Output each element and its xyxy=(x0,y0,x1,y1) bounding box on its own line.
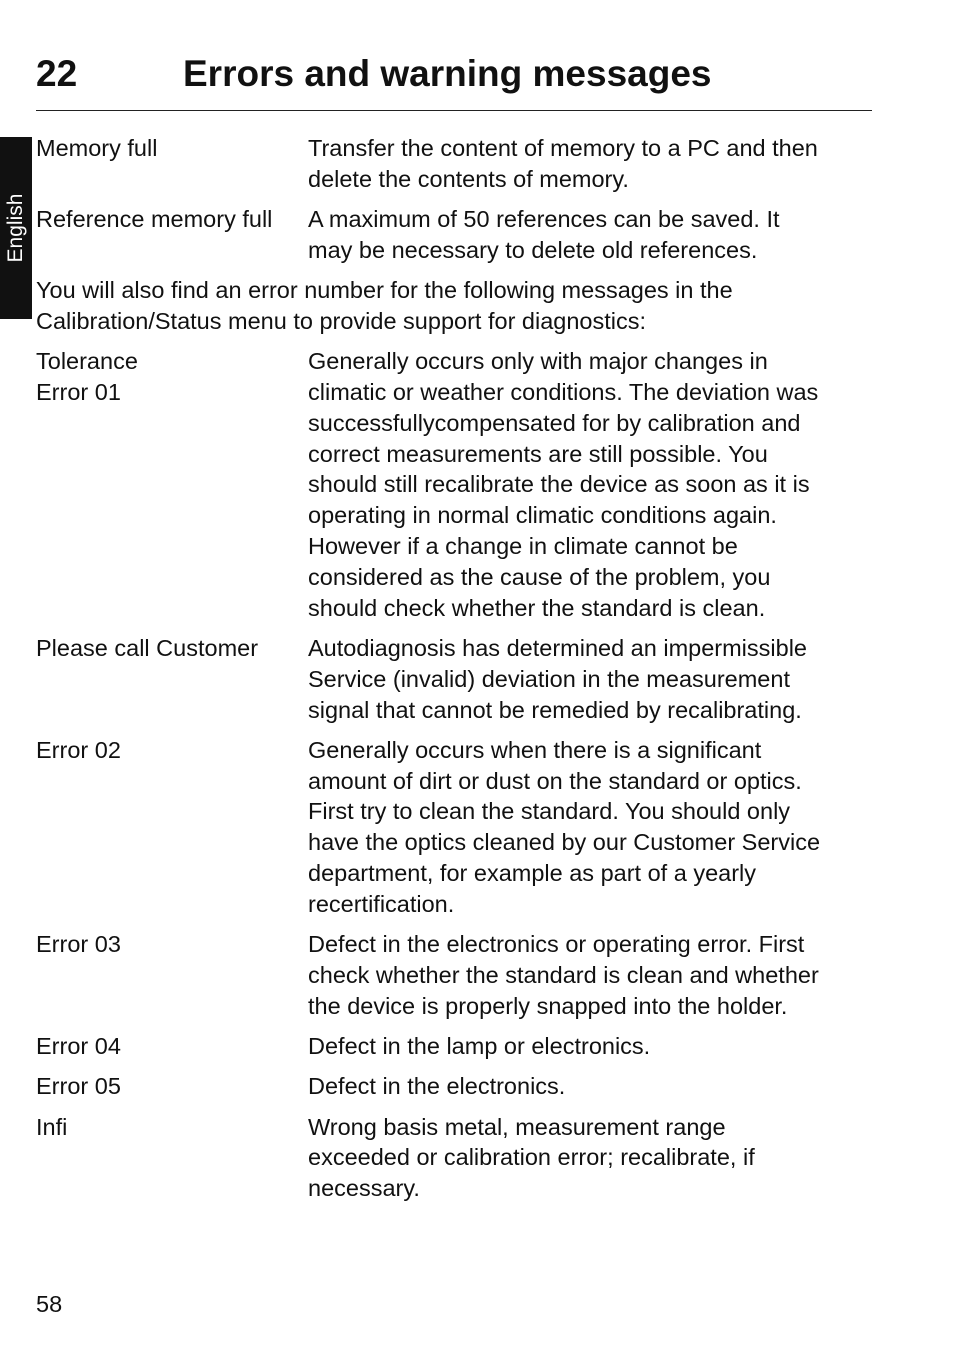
language-tab-label: English xyxy=(4,193,27,263)
message-label: Tolerance Error 01 xyxy=(36,348,138,406)
language-tab xyxy=(0,137,32,319)
message-description: Autodiagnosis has determined an impermissible Service (invalid) deviation in the measurement signal that cannot be remedied by recalibrating. xyxy=(308,634,807,723)
intro-paragraph: You will also find an error number for the following messages in the Calibration/Status menu to provide support for diagnostics: xyxy=(36,277,733,334)
message-label: Reference memory full xyxy=(36,206,273,233)
message-entry-error-05 xyxy=(36,1071,876,1102)
message-entry-memory-full xyxy=(36,133,876,195)
message-description: Defect in the electronics. xyxy=(308,1073,566,1100)
message-label: Error 05 xyxy=(36,1073,121,1100)
message-entry-call-service xyxy=(36,633,876,725)
page-number: 58 xyxy=(36,1291,63,1317)
page-title: Errors and warning messages xyxy=(183,53,712,94)
message-label: Error 02 xyxy=(36,736,121,763)
message-description: Wrong basis metal, measurement range exceeded or calibration error; recalibrate, if necessary. xyxy=(308,1113,755,1202)
message-entry-error-04 xyxy=(36,1031,876,1062)
message-label: Error 03 xyxy=(36,931,121,958)
message-description: Defect in the lamp or electronics. xyxy=(308,1033,651,1060)
message-label: Error 04 xyxy=(36,1033,121,1060)
message-description: Generally occurs when there is a significant amount of dirt or dust on the standard or optics. First try to clean the standard. You should only have the optics cleaned by our Customer Service department, for example as part of a yearly recertification. xyxy=(308,736,821,917)
message-label: Please call Customer xyxy=(36,634,259,661)
chapter-number: 22 xyxy=(36,53,78,94)
chapter-header xyxy=(36,52,872,111)
message-entry-infi xyxy=(36,1112,876,1204)
message-description: Defect in the electronics or operating error. First check whether the standard is clean and whether the device is properly snapped into the holder. xyxy=(308,931,819,1019)
message-entry-reference-memory-full xyxy=(36,204,876,266)
message-entry-error-03 xyxy=(36,929,876,1021)
message-description: Transfer the content of memory to a PC and then delete the contents of memory. xyxy=(308,135,818,192)
message-list xyxy=(36,133,876,1214)
message-label: Infi xyxy=(36,1113,68,1140)
message-label: Memory full xyxy=(36,135,158,161)
message-entry-error-02 xyxy=(36,735,876,920)
message-entry-error-01 xyxy=(36,346,876,623)
message-description: Generally occurs only with major changes in climatic or weather conditions. The deviation was successfullycompensated for by calibration and correct measurements are still possible. You should still recalibrate the device as soon as it is operating in normal climatic conditions again. However if a change in climate cannot be considered as the cause of the problem, you should check whether the standard is clean. xyxy=(308,348,819,621)
message-description: A maximum of 50 references can be saved. It may be necessary to delete old references. xyxy=(308,206,780,263)
